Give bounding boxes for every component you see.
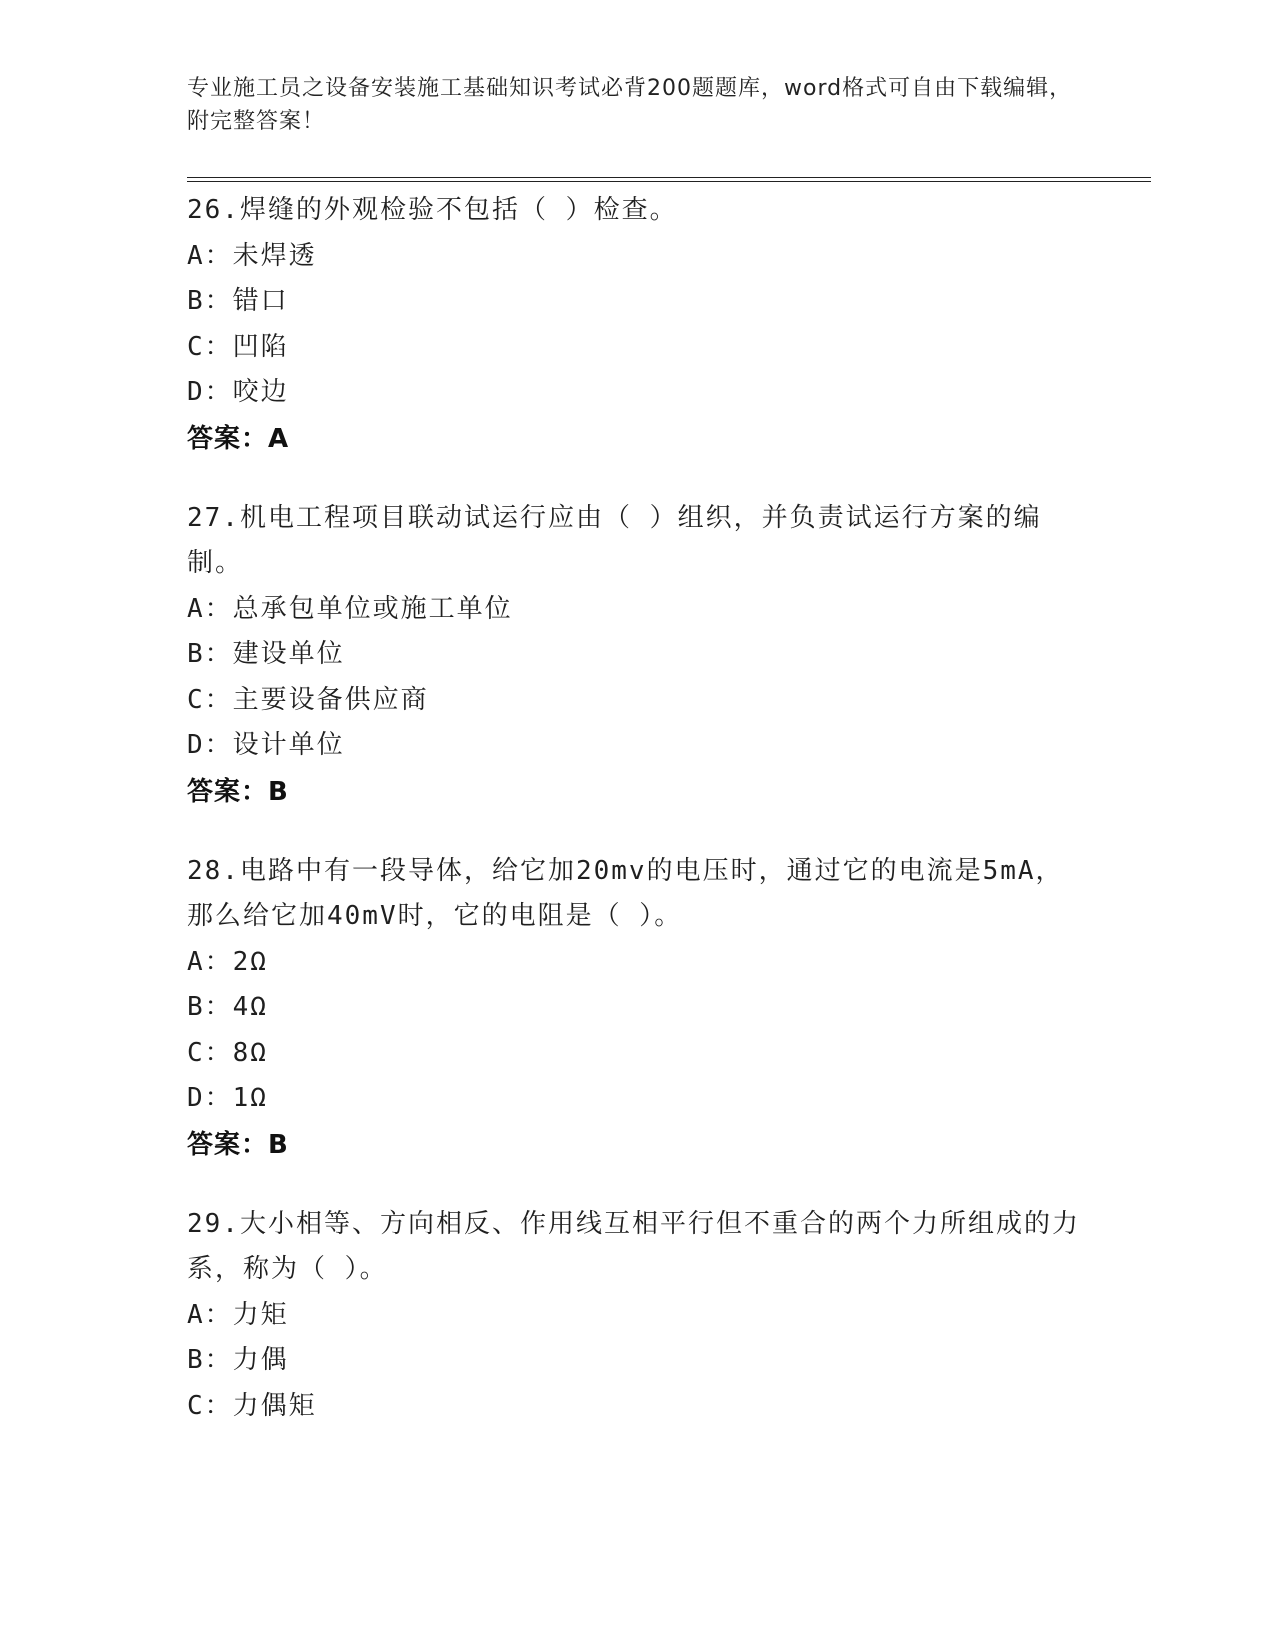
question-stem: 27.机电工程项目联动试运行应由（ ）组织，并负责试运行方案的编制。	[187, 502, 1042, 578]
option-c	[187, 1031, 1087, 1077]
answer-line: 答案：A	[187, 423, 290, 454]
option-label: A：	[187, 593, 233, 624]
answer-line: 答案：B	[187, 1129, 289, 1160]
question-27	[187, 496, 1087, 815]
option-c	[187, 1384, 1087, 1430]
document-header-title: 专业施工员之设备安装施工基础知识考试必背200题题库，word格式可自由下载编辑，附完整答案！	[187, 76, 1073, 134]
option-label: C：	[187, 1037, 233, 1068]
option-a	[187, 234, 1087, 280]
option-text: 咬边	[232, 377, 289, 407]
answer-line: 答案：B	[187, 776, 289, 807]
question-stem: 26.焊缝的外观检验不包括（ ）检查。	[187, 195, 678, 225]
question-list	[187, 188, 1087, 1463]
option-text: 力偶矩	[232, 1390, 317, 1421]
option-b	[187, 632, 1087, 678]
option-text: 4Ω	[232, 992, 268, 1022]
option-label: B：	[187, 1345, 233, 1375]
option-label: D：	[187, 730, 233, 760]
option-a	[187, 940, 1087, 986]
question-29	[187, 1202, 1087, 1430]
option-label: B：	[187, 639, 233, 669]
option-b	[187, 985, 1087, 1031]
option-text: 错口	[232, 286, 289, 316]
option-label: B：	[187, 992, 233, 1022]
option-c	[187, 325, 1087, 371]
option-label: C：	[187, 1390, 233, 1421]
option-text: 力矩	[232, 1299, 289, 1330]
option-a	[187, 587, 1087, 633]
option-text: 设计单位	[232, 730, 345, 760]
option-label: C：	[187, 331, 233, 362]
header-divider-top	[187, 177, 1151, 178]
option-d	[187, 370, 1087, 416]
option-label: D：	[187, 1083, 233, 1113]
option-text: 建设单位	[232, 639, 345, 669]
option-text: 2Ω	[232, 946, 268, 977]
option-label: A：	[187, 240, 233, 271]
option-a	[187, 1293, 1087, 1339]
question-stem: 28.电路中有一段导体，给它加20mv的电压时，通过它的电流是5mA，那么给它加40mV时，它的电阻是（ ）。	[187, 855, 1064, 931]
question-28	[187, 849, 1087, 1168]
option-label: B：	[187, 286, 233, 316]
option-d	[187, 1076, 1087, 1122]
question-26	[187, 188, 1087, 462]
option-label: C：	[187, 684, 233, 715]
option-b	[187, 1338, 1087, 1384]
option-text: 凹陷	[232, 331, 289, 362]
option-text: 8Ω	[232, 1037, 268, 1068]
option-text: 力偶	[232, 1345, 289, 1375]
question-stem: 29.大小相等、方向相反、作用线互相平行但不重合的两个力所组成的力系，称为（ ）。	[187, 1208, 1080, 1284]
option-label: D：	[187, 377, 233, 407]
option-text: 1Ω	[232, 1083, 268, 1113]
option-c	[187, 678, 1087, 724]
option-text: 总承包单位或施工单位	[232, 593, 513, 624]
option-b	[187, 279, 1087, 325]
option-text: 未焊透	[232, 240, 317, 271]
option-text: 主要设备供应商	[232, 684, 429, 715]
option-label: A：	[187, 1299, 233, 1330]
option-label: A：	[187, 946, 233, 977]
option-d	[187, 723, 1087, 769]
header-divider-bottom	[187, 181, 1151, 182]
